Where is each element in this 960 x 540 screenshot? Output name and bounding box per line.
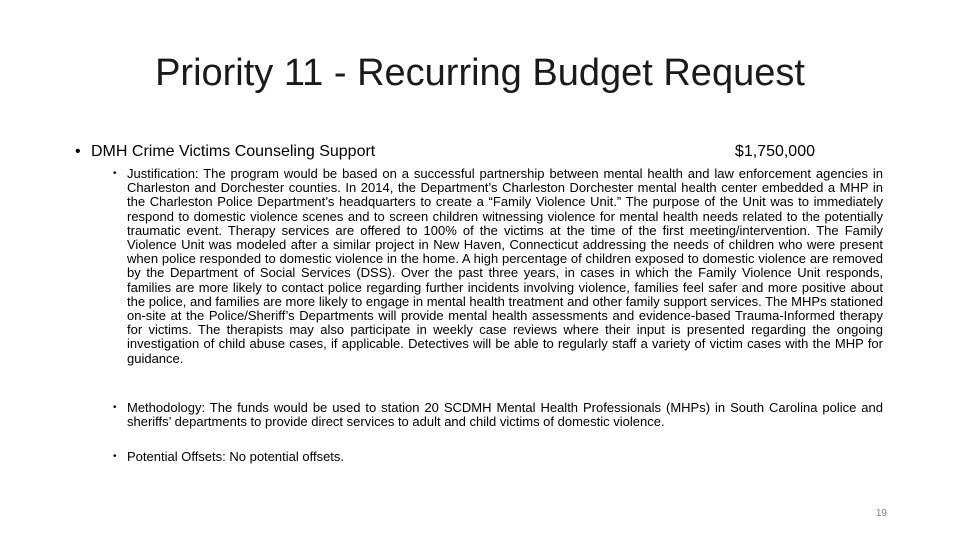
sub-item-bullet: • [113, 402, 117, 413]
main-item-label: DMH Crime Victims Counseling Support [91, 143, 376, 160]
main-budget-item [75, 143, 815, 165]
main-item-amount: $1,750,000 [734, 143, 815, 160]
sub-item-bullet: • [113, 451, 117, 462]
sub-item-bullet: • [113, 168, 117, 179]
methodology-text: Methodology: The funds would be used to station 20 SCDMH Mental Health Professionals (MHPs) in South Carolina police and sheriffs’ departments to provide direct services to adult and child victims of domestic violence. [127, 400, 883, 430]
main-item-bullet: • [75, 143, 81, 160]
page-number: 19 [875, 508, 887, 519]
sub-item-methodology [113, 401, 883, 429]
slide-title: Priority 11 - Recurring Budget Request [155, 52, 805, 94]
sub-item-justification [113, 167, 883, 366]
justification-text: Justification: The program would be based on a successful partnership between mental health and law enforcement agencies in Charleston and Dorchester counties. In 2014, the Department’s Charleston Dorchester mental health center embedded a MHP in the Charleston Police Department’s headquarters to create a “Family Violence Unit.” The purpose of the Unit was to immediately respond to domestic violence scenes and to screen children witnessing violence for mental health needs related to the potentially traumatic event. Therapy services are offered to 100% of the victims at the time of the first meeting/intervention. The Family Violence Unit was modeled after a similar project in New Haven, Connecticut addressing the needs of children who were present when police responded to domestic violence in the home. A high percentage of children exposed to domestic violence are removed by the Department of Social Services (DSS). Over the past three years, in cases in which the Family Violence Unit responds, families are more likely to contact police regarding further incidents involving violence, families feel safer and more positive about the police, and families are more likely to engage in mental health treatment and other family support services. The MHPs stationed on-site at the Police/Sheriff’s Departments will provide mental health assessments and evidence-based Trauma-Informed therapy for victims. The therapists may also participate in weekly case reviews where their input is presented regarding the ongoing investigation of child abuse cases, if applicable. Detectives will be able to regularly staff a variety of victim cases with the MHP for guidance. [127, 166, 883, 366]
sub-item-offsets [113, 450, 883, 464]
offsets-text: Potential Offsets: No potential offsets. [127, 449, 345, 464]
